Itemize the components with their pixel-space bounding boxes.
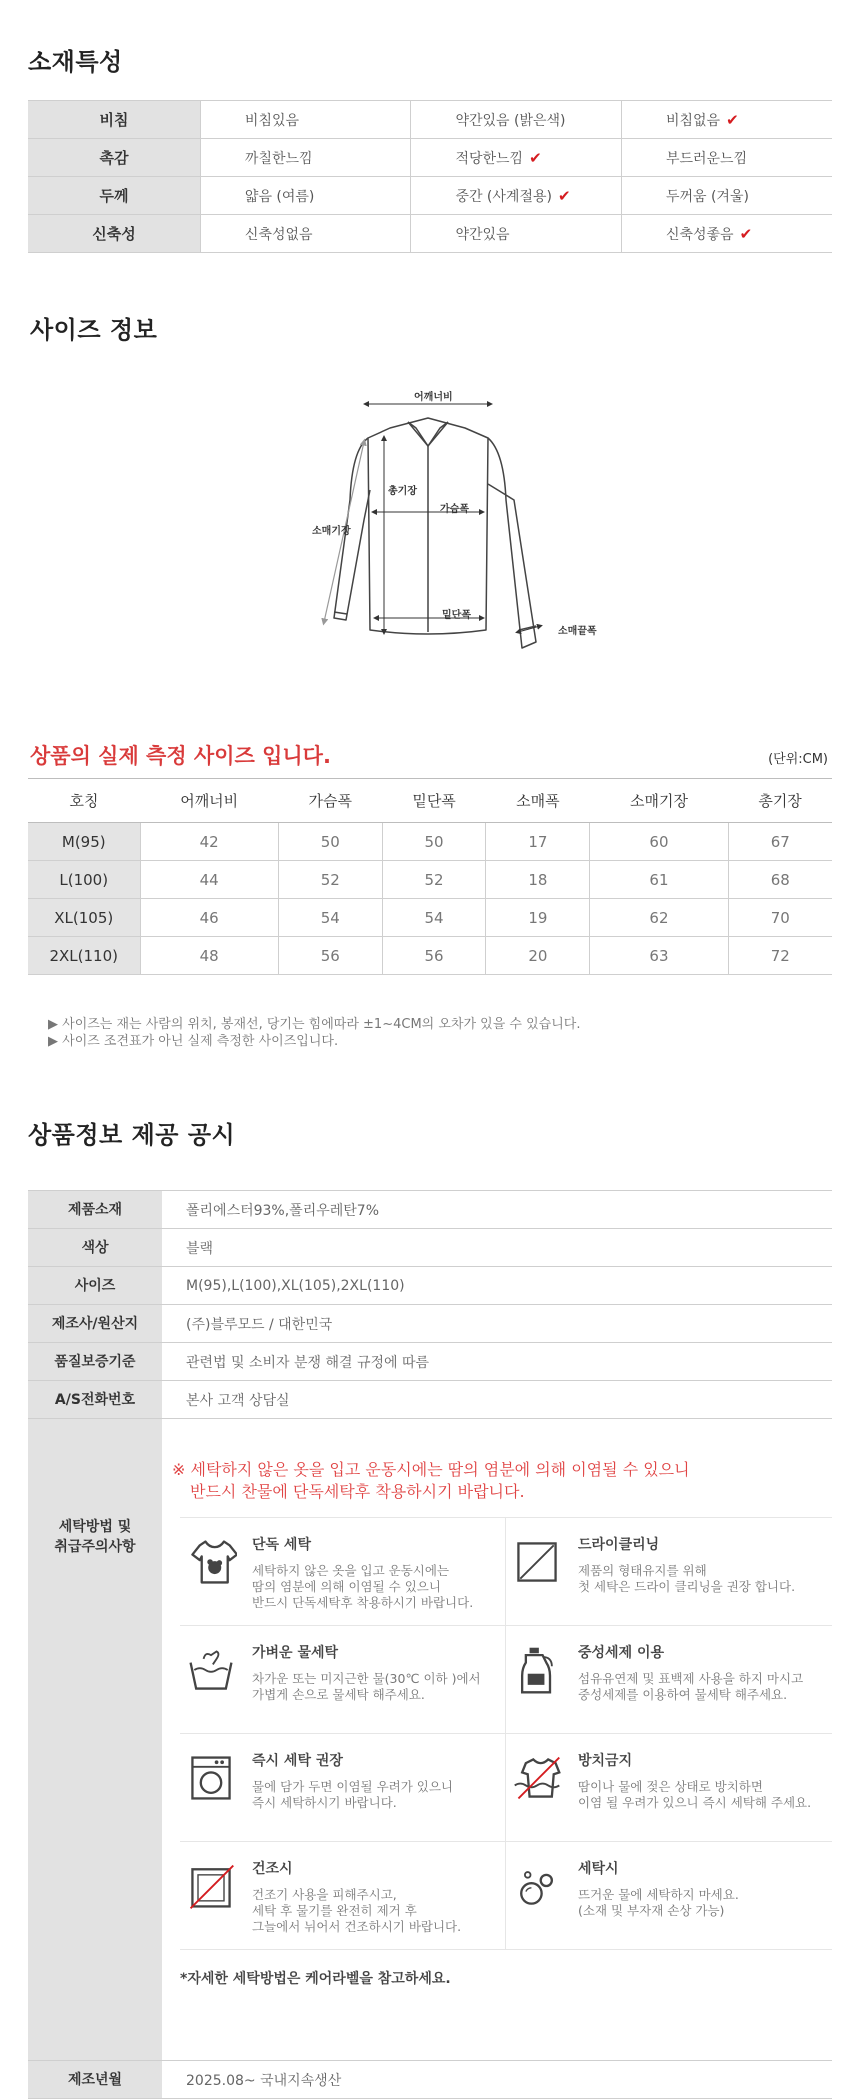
size-cell: 50: [382, 823, 486, 861]
care-grid: [180, 1517, 832, 1950]
size-header-cell: 어깨너비: [140, 779, 278, 823]
care-desc: 뜨거운 물에 세탁하지 마세요. (소재 및 부자재 손상 가능): [578, 1887, 739, 1918]
material-option: [621, 101, 832, 139]
care-title: 가벼운 물세탁: [252, 1645, 339, 1661]
material-option: [411, 177, 622, 215]
size-cell: 52: [382, 861, 486, 899]
size-cell: 20: [486, 937, 590, 975]
size-row-label: L(100): [28, 861, 140, 899]
care-desc: 섬유유연제 및 표백제 사용을 하지 마시고 중성세제를 이용하여 물세탁 해주세요.: [578, 1671, 804, 1702]
care-desc: 물에 담가 두면 이염될 우려가 있으니 즉시 세탁하시기 바랍니다.: [252, 1779, 453, 1810]
care-warning: [162, 1459, 832, 1503]
info-value: (주)블루모드 / 대한민국: [162, 1305, 832, 1343]
size-row-label: XL(105): [28, 899, 140, 937]
material-option: [411, 101, 622, 139]
care-row: [180, 1842, 832, 1950]
size-cell: 62: [590, 899, 728, 937]
material-option: [411, 215, 622, 253]
care-row: [180, 1518, 832, 1626]
care-item: [180, 1518, 506, 1625]
size-cell: 63: [590, 937, 728, 975]
care-desc: 제품의 형태유지를 위해 첫 세탁은 드라이 클리닝을 권장 합니다.: [578, 1563, 796, 1594]
care-item: [180, 1626, 506, 1733]
material-option-label: 부드러운느낌: [665, 150, 748, 167]
material-option-label: 비침없음: [665, 112, 721, 129]
material-option: [200, 215, 411, 253]
size-row-label: 2XL(110): [28, 937, 140, 975]
size-caption: 상품의 실제 측정 사이즈 입니다.: [30, 744, 331, 768]
care-desc: 건조기 사용을 피해주시고, 세탁 후 물기를 완전히 제거 후 그늘에서 뉘어서 건조하시기 바랍니다.: [252, 1887, 462, 1934]
size-cell: 61: [590, 861, 728, 899]
material-label: 비침: [28, 101, 200, 139]
info-label: 제품소재: [28, 1191, 162, 1229]
material-option-label: 비침있음: [244, 112, 300, 129]
info-value: 폴리에스터93%,폴리우레탄7%: [162, 1191, 832, 1229]
size-row: [28, 899, 832, 937]
care-item: [506, 1518, 832, 1625]
care-title: 건조시: [252, 1861, 293, 1877]
care-label-line: 취급주의사항: [54, 1539, 136, 1555]
size-cell: 48: [140, 937, 278, 975]
check-icon: ✔: [739, 224, 753, 243]
tshirt-wash-icon: [180, 1534, 242, 1625]
care-title: 즉시 세탁 권장: [252, 1753, 343, 1769]
size-cell: 72: [728, 937, 832, 975]
material-option: [621, 177, 832, 215]
size-note: ▶ 사이즈 조견표가 아닌 실제 측정한 사이즈입니다.: [48, 1034, 339, 1049]
size-table: [28, 778, 832, 975]
label-chest: 가슴폭: [440, 504, 469, 515]
material-label: 촉감: [28, 139, 200, 177]
material-option: [411, 139, 622, 177]
size-cell: 56: [278, 937, 382, 975]
size-header-cell: 소매폭: [486, 779, 590, 823]
care-label-line: 세탁방법 및: [58, 1519, 132, 1535]
care-title: 방치금지: [578, 1753, 633, 1769]
care-item: [506, 1626, 832, 1733]
size-diagram: [290, 380, 620, 670]
care-desc: 차가운 또는 미지근한 물(30℃ 이하 )에서 가볍게 손으로 물세탁 해주세요.: [252, 1671, 481, 1702]
size-header-cell: 소매기장: [590, 779, 728, 823]
care-title: 중성세제 이용: [578, 1645, 665, 1661]
material-row: [28, 177, 832, 215]
care-item: [506, 1842, 832, 1949]
size-row-label: M(95): [28, 823, 140, 861]
size-cell: 56: [382, 937, 486, 975]
info-value-made: 2025.08~ 국내지속생산: [162, 2061, 832, 2099]
info-label-care: [28, 1419, 162, 2061]
label-hem: 밑단폭: [442, 610, 471, 621]
hand-wash-icon: [180, 1642, 242, 1733]
label-shoulder: 어깨너비: [414, 392, 453, 403]
material-option: [621, 139, 832, 177]
size-cell: 50: [278, 823, 382, 861]
material-option-label: 신축성좋음: [665, 226, 734, 243]
care-row: [180, 1626, 832, 1734]
info-row: [28, 1229, 832, 1267]
info-row: [28, 1343, 832, 1381]
size-info-title: 사이즈 정보: [30, 316, 158, 344]
size-cell: 60: [590, 823, 728, 861]
care-item: [506, 1734, 832, 1841]
product-info-table: [28, 1190, 832, 2099]
product-info-title: 상품정보 제공 공시: [28, 1121, 236, 1149]
care-text: [568, 1750, 811, 1841]
material-option-label: 까칠한느낌: [244, 150, 313, 167]
info-label: 사이즈: [28, 1267, 162, 1305]
info-row: [28, 1191, 832, 1229]
material-row: [28, 139, 832, 177]
material-option-label: 약간있음: [455, 226, 510, 243]
size-row: [28, 823, 832, 861]
label-cuff: 소매끝폭: [558, 626, 597, 637]
care-text: [242, 1858, 461, 1949]
size-notes: [48, 1016, 580, 1050]
info-row: [28, 1305, 832, 1343]
size-cell: 17: [486, 823, 590, 861]
care-row: [180, 1734, 832, 1842]
info-value: 관련법 및 소비자 분쟁 해결 규정에 따름: [162, 1343, 832, 1381]
size-cell: 46: [140, 899, 278, 937]
check-icon: ✔: [529, 148, 542, 167]
info-label-made: 제조년월: [28, 2061, 162, 2099]
material-title: 소재특성: [28, 48, 123, 76]
size-cell: 54: [278, 899, 382, 937]
size-header-cell: 호칭: [28, 779, 140, 823]
size-cell: 44: [140, 861, 278, 899]
care-content: [162, 1419, 832, 2061]
size-cell: 19: [486, 899, 590, 937]
care-text: [568, 1858, 739, 1949]
info-label: 색상: [28, 1229, 162, 1267]
care-text: [242, 1750, 453, 1841]
check-icon: ✔: [726, 110, 739, 129]
size-cell: 54: [382, 899, 486, 937]
info-value: 본사 고객 상담실: [162, 1381, 832, 1419]
size-cell: 68: [728, 861, 832, 899]
label-sleeve-length: 소매기장: [312, 526, 351, 537]
no-dryer-icon: [180, 1858, 242, 1949]
size-cell: 67: [728, 823, 832, 861]
label-total-length: 총기장: [388, 486, 417, 497]
material-label: 두께: [28, 177, 200, 215]
info-value: 블랙: [162, 1229, 832, 1267]
care-desc: 땀이나 물에 젖은 상태로 방치하면 이염 될 우려가 있으니 즉시 세탁해 주세요.: [578, 1779, 812, 1810]
check-icon: ✔: [557, 186, 571, 205]
material-option-label: 얇음 (여름): [244, 188, 315, 205]
material-option: [200, 177, 411, 215]
size-cell: 70: [728, 899, 832, 937]
dry-clean-icon: [506, 1534, 568, 1625]
size-unit: (단위:CM): [768, 752, 828, 767]
washing-machine-icon: [180, 1750, 242, 1841]
size-header-cell: 가슴폭: [278, 779, 382, 823]
care-text: [568, 1642, 803, 1733]
info-value: M(95),L(100),XL(105),2XL(110): [162, 1267, 832, 1305]
material-row: [28, 101, 832, 139]
care-warning-line: 반드시 찬물에 단독세탁후 착용하시기 바랍니다.: [190, 1482, 525, 1501]
care-text: [242, 1642, 481, 1733]
no-soak-icon: [506, 1750, 568, 1841]
care-footer: *자세한 세탁방법은 케어라벨을 참고하세요.: [180, 1971, 451, 1987]
size-cell: 52: [278, 861, 382, 899]
care-title: 세탁시: [578, 1861, 619, 1877]
material-option: [621, 215, 832, 253]
care-text: [242, 1534, 473, 1625]
care-warning-line: ※ 세탁하지 않은 옷을 입고 운동시에는 땀의 염분에 의해 이염될 수 있으니: [172, 1460, 690, 1479]
material-option: [200, 101, 411, 139]
info-label: A/S전화번호: [28, 1381, 162, 1419]
material-row: [28, 215, 832, 253]
care-title: 단독 세탁: [252, 1537, 311, 1553]
info-label: 제조사/원산지: [28, 1305, 162, 1343]
size-row: [28, 937, 832, 975]
info-row-care: [28, 1419, 832, 2061]
material-option-label: 적당한느낌: [455, 150, 524, 167]
size-header-cell: 총기장: [728, 779, 832, 823]
size-cell: 18: [486, 861, 590, 899]
bubbles-icon: [506, 1858, 568, 1949]
info-row-made: [28, 2061, 832, 2099]
material-table: [28, 100, 832, 253]
material-option-label: 두꺼움 (겨울): [665, 188, 749, 205]
material-option-label: 약간있음 (밝은색): [455, 112, 566, 129]
material-option-label: 신축성없음: [244, 226, 313, 243]
detergent-icon: [506, 1642, 568, 1733]
size-row: [28, 861, 832, 899]
material-option: [200, 139, 411, 177]
care-desc: 세탁하지 않은 옷을 입고 운동시에는 땀의 염분에 의해 이염될 수 있으니 반드시 단독세탁후 착용하시기 바랍니다.: [252, 1563, 474, 1610]
material-label: 신축성: [28, 215, 200, 253]
material-option-label: 중간 (사계절용): [455, 188, 552, 205]
care-item: [180, 1734, 506, 1841]
size-note: ▶ 사이즈는 재는 사람의 위치, 봉재선, 당기는 힘에따라 ±1~4CM의 오차가 있을 수 있습니다.: [48, 1017, 581, 1032]
care-text: [568, 1534, 795, 1625]
info-row: [28, 1267, 832, 1305]
care-title: 드라이클리닝: [578, 1537, 660, 1553]
care-item: [180, 1842, 506, 1949]
size-cell: 42: [140, 823, 278, 861]
info-label: 품질보증기준: [28, 1343, 162, 1381]
size-header-cell: 밑단폭: [382, 779, 486, 823]
info-row: [28, 1381, 832, 1419]
size-header-row: [28, 779, 832, 823]
